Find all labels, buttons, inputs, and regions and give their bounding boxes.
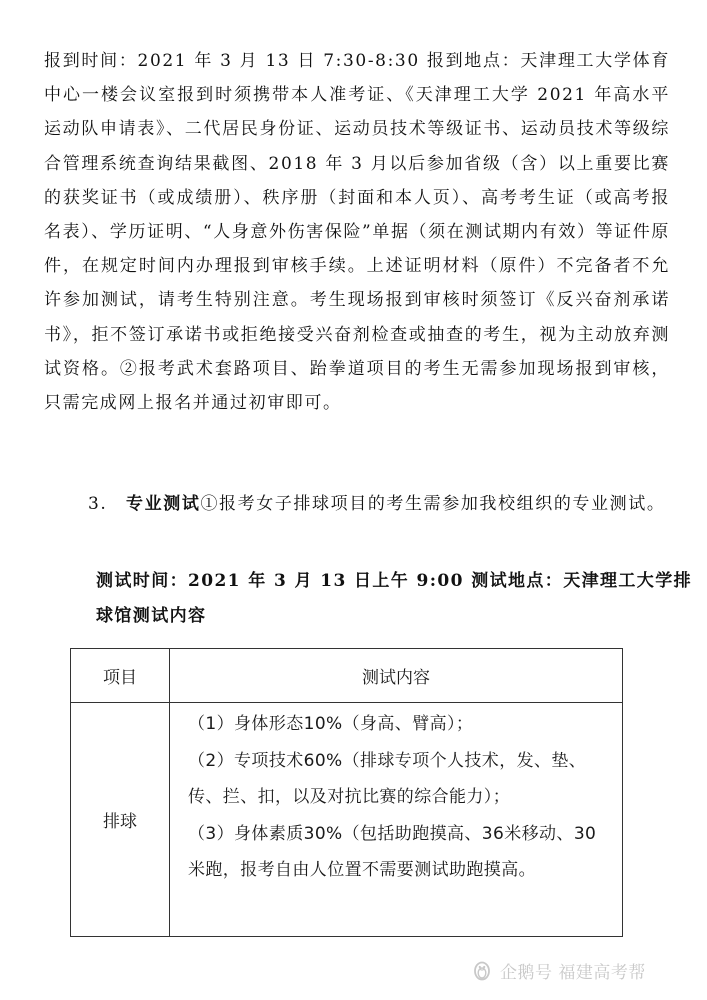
table-cell-content xyxy=(170,703,623,937)
body-paragraph-registration: 报到时间：2021 年 3 月 13 日 7:30-8:30 报到地点：天津理工大学体育中心一楼会议室报到时须携带本人准考证、《天津理工大学 2021 年高水平运动队申请表》、二代居民身份证、运动员技术等级证书、运动员技术等级综合管理系统查询结果截图、2018 年 3 月以后参加省级（含）以上重要比赛的获奖证书（或成绩册）、秩序册（封面和本人页）、高考考生证（或高考报名表）、学历证明、“人身意外伤害保险”单据（须在测试期内有效）等证件原件，在规定时间内办理报到审核手续。上述证明材料（原件）不完备者不允许参加测试，请考生特别注意。考生现场报到审核时须签订《反兴奋剂承诺书》，拒不签订承诺书或拒绝接受兴奋剂检查或抽查的考生，视为主动放弃测试资格。②报考武术套路项目、跆拳道项目的考生无需参加现场报到审核，只需完成网上报名并通过初审即可。 xyxy=(44,51,670,414)
test-time-location: 测试时间：2021 年 3 月 13 日上午 9:00 测试地点：天津理工大学排球馆测试内容 xyxy=(96,571,692,626)
section-number: 3. xyxy=(88,494,127,514)
section-heading: 专业测试 xyxy=(126,494,201,514)
table-row xyxy=(71,703,623,937)
content-item: （2）专项技术60%（排球专项个人技术，发、垫、传、拦、扣，以及对抗比赛的综合能力）； xyxy=(188,750,587,807)
penguin-logo-icon xyxy=(470,958,494,982)
watermark-text: 企鹅号 福建高考帮 xyxy=(500,962,646,983)
section-body: ①报考女子排球项目的考生需参加我校组织的专业测试。 xyxy=(200,494,666,514)
test-content-table xyxy=(70,648,623,937)
content-item: （1）身体形态10%（身高、臂高）； xyxy=(188,714,474,734)
body-paragraph-professional-test xyxy=(44,487,707,521)
watermark xyxy=(470,955,646,985)
content-item: （3）身体素质30%（包括助跑摸高、36米移动、30米跑，报考自由人位置不需要测试助跑摸高。 xyxy=(188,823,597,880)
table-header-row xyxy=(71,649,623,703)
table-cell-category: 排球 xyxy=(71,703,170,937)
table-header-item: 项目 xyxy=(71,649,170,703)
table-header-content: 测试内容 xyxy=(170,649,623,703)
